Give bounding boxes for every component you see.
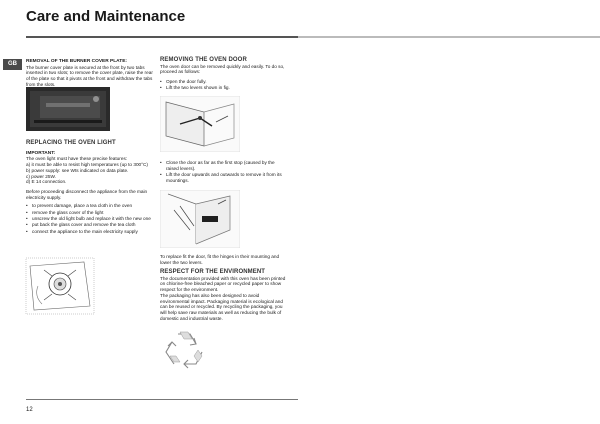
environment-text: The packaging has also been designed to avoid environmental impact. Packaging material is ecological and can be reused or recycled. By recycling the packaging, you will help save raw materials as well as reducing the bulk of domestic and industrial waste. <box>160 292 283 321</box>
oven-door-heading: REMOVING THE OVEN DOOR <box>160 57 247 63</box>
header-rule <box>26 36 298 38</box>
environment-text: The documentation provided with this oven has been printed on chlorine-free bleached paper or recycled paper to show respect for the environment. <box>160 275 286 293</box>
list-item: • Lift the door upwards and outwards to remove it from its mountings. <box>160 172 288 183</box>
oven-door-steps-b <box>160 160 288 183</box>
list-item: • unscrew the old light bulb and replace it with the new one <box>26 216 154 222</box>
oven-light-heading: REPLACING THE OVEN LIGHT <box>26 140 116 146</box>
oven-door-intro: The oven door can be removed quickly and easily. To do so, proceed as follows: <box>160 63 285 75</box>
disconnect-note: Before proceeding disconnect the appliance from the main electricity supply. <box>26 188 148 200</box>
oven-door-section <box>160 58 288 92</box>
recycle-icon <box>160 328 208 372</box>
list-item: • connect the appliance to the main electricity supply <box>26 229 154 235</box>
oven-door-continued <box>160 160 288 184</box>
refit-text: To replace fit the door, fit the hinges in their mounting and lower the two levers. <box>160 254 280 265</box>
oven-interior-photo <box>26 87 110 131</box>
oven-door-refit <box>160 254 288 268</box>
language-tab: GB <box>3 59 22 70</box>
list-item: • Close the door as far as the first stop (caused by the raised levers). <box>160 160 288 171</box>
page-number: 12 <box>26 407 33 413</box>
door-lever-figure <box>160 96 240 152</box>
important-line: c) power 25W. <box>26 173 56 179</box>
list-item: • Lift the two levers shown in fig. <box>160 85 288 91</box>
important-line: d) E 14 connection. <box>26 179 67 185</box>
oven-light-section <box>26 141 154 235</box>
environment-section <box>160 270 288 324</box>
door-removal-figure <box>160 190 240 248</box>
list-item: • to prevent damage, place a tea cloth in the oven <box>26 203 154 209</box>
oven-light-diagram <box>24 256 96 316</box>
burner-plate-heading: REMOVAL OF THE BURNER COVER PLATE: <box>26 59 128 64</box>
environment-heading: RESPECT FOR THE ENVIRONMENT <box>160 269 266 275</box>
important-line: The oven light must have these precise features: <box>26 156 128 162</box>
important-line: b) power supply: see Wts indicated on data plate. <box>26 167 129 173</box>
header-rule-right <box>298 36 600 38</box>
oven-door-steps-a <box>160 79 288 91</box>
page-title: Care and Maintenance <box>26 8 186 25</box>
oven-light-steps <box>26 203 154 234</box>
important-label: IMPORTANT: <box>26 150 56 156</box>
burner-plate-section <box>26 58 154 91</box>
list-item: • remove the glass cover of the light <box>26 210 154 216</box>
list-item: • Open the door fully. <box>160 79 288 85</box>
burner-plate-body: The burner cover plate is secured at the front by two tabs inserted in two slots; to remove the cover plate, raise the rear of the plate so that it pivots at the front and withdraw the tabs from the slots. <box>26 64 153 87</box>
footer-rule <box>26 399 298 400</box>
important-line: a) it must be able to resist high temperatures (up to 300°C) <box>26 162 148 168</box>
list-item: • put back the glass cover and remove the tea cloth <box>26 222 154 228</box>
